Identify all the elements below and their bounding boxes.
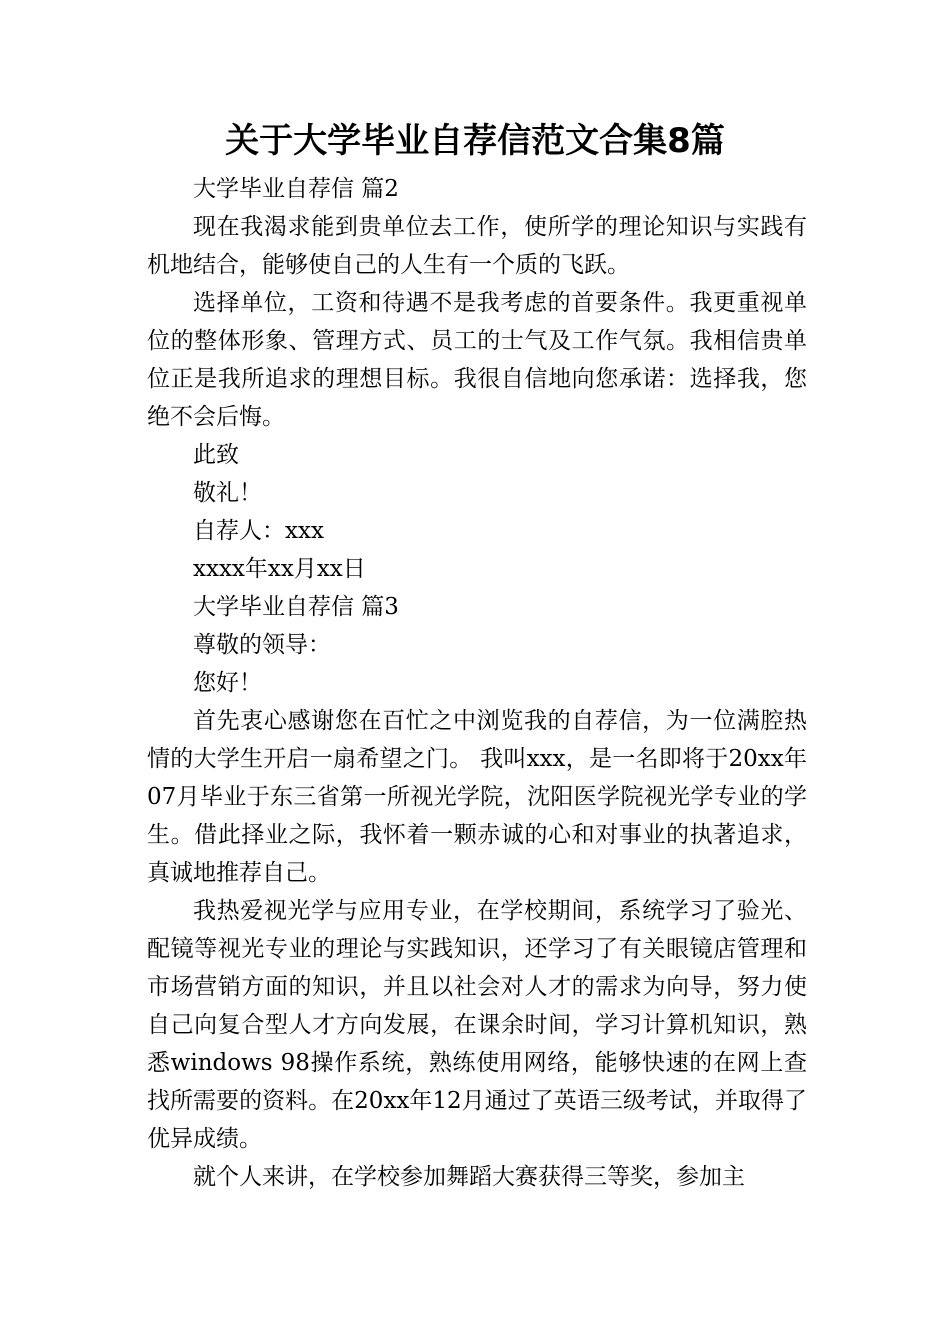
date-line: xxxx年xx月xx日 <box>193 556 366 582</box>
section-heading-2: 大学毕业自荐信 篇2 <box>193 176 399 202</box>
paragraph: 我热爱视光学与应用专业，在学校期间，系统学习了验光、配镜等视光专业的理论与实践知识，还学习了有关眼镜店管理和市场营销方面的知识，并且以社会对人才的需求为向导，努力使自己向复合型人才方向发展，在课余时间，学习计算机知识，熟悉windows 98操作系统，熟练使用网络，能够快速的在网上查找所需要的资料。在20xx年12月通过了英语三级考试，并取得了优异成绩。 <box>147 898 807 1152</box>
closing-salutation: 此致 <box>193 442 239 468</box>
paragraph: 选择单位，工资和待遇不是我考虑的首要条件。我更重视单位的整体形象、管理方式、员工的士气及工作气氛。我相信贵单位正是我所追求的理想目标。我很自信地向您承诺：选择我，您绝不会后悔。 <box>147 290 807 430</box>
section-heading-3: 大学毕业自荐信 篇3 <box>193 594 399 620</box>
paragraph: 现在我渴求能到贵单位去工作，使所学的理论知识与实践有机地结合，能够使自己的人生有一个质的飞跃。 <box>147 214 807 278</box>
document-body <box>147 170 807 1196</box>
greeting-hello: 您好！ <box>193 670 262 696</box>
document-title: 关于大学毕业自荐信范文合集8篇 <box>225 121 725 161</box>
closing-regards: 敬礼！ <box>193 480 262 506</box>
signature-line: 自荐人：xxx <box>193 518 324 544</box>
paragraph: 首先衷心感谢您在百忙之中浏览我的自荐信，为一位满腔热情的大学生开启一扇希望之门。 我叫xxx，是一名即将于20xx年07月毕业于东三省第一所视光学院，沈阳医学院视光学专业的学生。借此择业之际，我怀着一颗赤诚的心和对事业的执著追求，真诚地推荐自己。 <box>147 708 807 886</box>
greeting: 尊敬的领导： <box>193 632 331 658</box>
paragraph: 就个人来讲，在学校参加舞蹈大赛获得三等奖，参加主 <box>193 1164 745 1190</box>
